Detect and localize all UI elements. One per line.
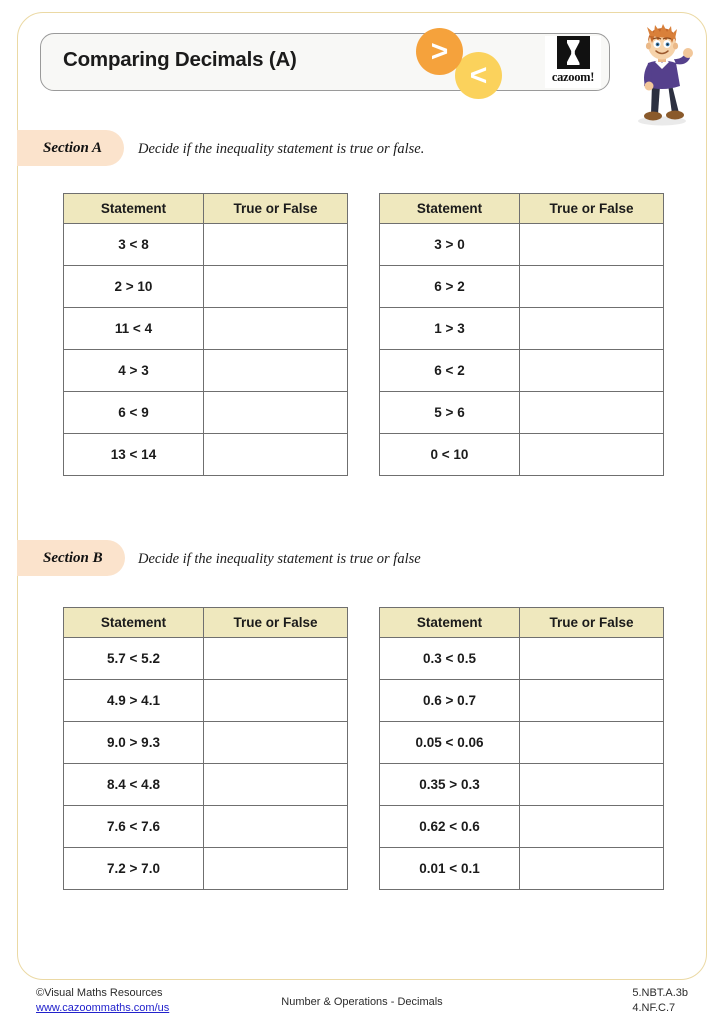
answer-cell[interactable] [204,350,348,392]
statement-cell: 7.2 > 7.0 [64,848,204,890]
column-header-statement: Statement [380,608,520,638]
table-header-row [64,608,348,638]
table-row [64,764,348,806]
statement-cell: 5 > 6 [380,392,520,434]
table-row [64,392,348,434]
statement-cell: 6 < 9 [64,392,204,434]
statement-cell: 0.6 > 0.7 [380,680,520,722]
column-header-statement: Statement [64,608,204,638]
answer-cell[interactable] [520,266,664,308]
column-header-true-or-false: True or False [204,194,348,224]
column-header-true-or-false: True or False [520,194,664,224]
answer-cell[interactable] [204,764,348,806]
statement-cell: 4.9 > 4.1 [64,680,204,722]
table-row [64,806,348,848]
answer-cell[interactable] [520,722,664,764]
cazoom-logo-mark [557,36,590,69]
table-header-row [380,608,664,638]
answer-cell[interactable] [520,392,664,434]
answer-cell[interactable] [204,638,348,680]
statement-cell: 4 > 3 [64,350,204,392]
table-row [64,722,348,764]
statement-cell: 3 > 0 [380,224,520,266]
section-a-table-1 [63,193,348,476]
hourglass-icon [567,40,580,65]
cazoom-logo-word: cazoom! [551,70,595,84]
answer-cell[interactable] [204,806,348,848]
statement-cell: 1 > 3 [380,308,520,350]
table-row [64,848,348,890]
less-than-icon: < [455,52,502,99]
answer-cell[interactable] [520,350,664,392]
table-row [380,350,664,392]
table-row [380,680,664,722]
table-row [64,308,348,350]
answer-cell[interactable] [204,392,348,434]
answer-cell[interactable] [520,680,664,722]
table-row [380,266,664,308]
table-row [64,434,348,476]
answer-cell[interactable] [520,848,664,890]
statement-cell: 0 < 10 [380,434,520,476]
table-row [64,350,348,392]
statement-cell: 8.4 < 4.8 [64,764,204,806]
answer-cell[interactable] [204,680,348,722]
section-b-instruction: Decide if the inequality statement is true or false [138,551,421,567]
table-row [380,848,664,890]
statement-cell: 0.05 < 0.06 [380,722,520,764]
footer-standards [632,986,688,1016]
table-row [380,722,664,764]
column-header-statement: Statement [64,194,204,224]
answer-cell[interactable] [520,434,664,476]
answer-cell[interactable] [204,722,348,764]
table-row [380,806,664,848]
statement-cell: 5.7 < 5.2 [64,638,204,680]
table-header-row [64,194,348,224]
statement-cell: 2 > 10 [64,266,204,308]
section-a-instruction: Decide if the inequality statement is true or false. [138,141,425,157]
mascot-illustration [624,22,700,126]
answer-cell[interactable] [204,308,348,350]
table-row [380,392,664,434]
column-header-statement: Statement [380,194,520,224]
section-a-table-2 [379,193,664,476]
section-a-badge: Section A [17,130,124,166]
standard-code-2: 4.NF.C.7 [632,1002,676,1014]
answer-cell[interactable] [204,224,348,266]
answer-cell[interactable] [520,764,664,806]
answer-cell[interactable] [204,848,348,890]
column-header-true-or-false: True or False [204,608,348,638]
answer-cell[interactable] [520,308,664,350]
section-b-badge: Section B [17,540,125,576]
statement-cell: 0.3 < 0.5 [380,638,520,680]
statement-cell: 0.35 > 0.3 [380,764,520,806]
table-row [380,308,664,350]
page-title: Comparing Decimals (A) [63,48,297,71]
section-b-table-2 [379,607,664,890]
copyright-text: ©Visual Maths Resources [36,987,163,999]
cazoom-logo [545,36,601,88]
statement-cell: 9.0 > 9.3 [64,722,204,764]
statement-cell: 6 < 2 [380,350,520,392]
answer-cell[interactable] [204,434,348,476]
table-row [380,224,664,266]
answer-cell[interactable] [520,806,664,848]
table-row [64,638,348,680]
statement-cell: 3 < 8 [64,224,204,266]
answer-cell[interactable] [204,266,348,308]
footer-topic: Number & Operations - Decimals [281,996,443,1008]
statement-cell: 0.62 < 0.6 [380,806,520,848]
table-row [380,638,664,680]
table-row [64,266,348,308]
greater-than-icon: > [416,28,463,75]
statement-cell: 7.6 < 7.6 [64,806,204,848]
statement-cell: 13 < 14 [64,434,204,476]
website-link[interactable]: www.cazoommaths.com/us [36,1002,170,1014]
table-row [380,764,664,806]
statement-cell: 11 < 4 [64,308,204,350]
section-b-table-1 [63,607,348,890]
column-header-true-or-false: True or False [520,608,664,638]
answer-cell[interactable] [520,224,664,266]
table-row [64,680,348,722]
table-row [380,434,664,476]
standard-code-1: 5.NBT.A.3b [632,987,688,999]
answer-cell[interactable] [520,638,664,680]
table-row [64,224,348,266]
statement-cell: 6 > 2 [380,266,520,308]
table-header-row [380,194,664,224]
statement-cell: 0.01 < 0.1 [380,848,520,890]
